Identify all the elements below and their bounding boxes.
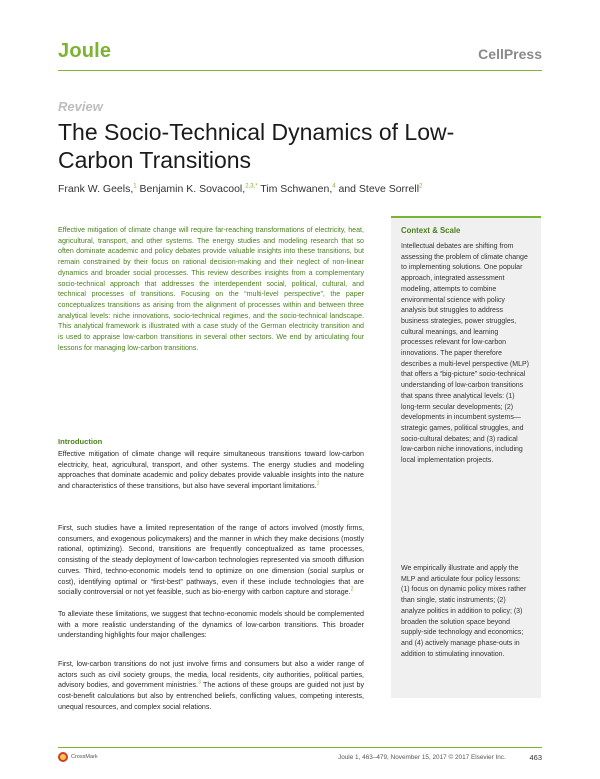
reference-link[interactable]: 1 bbox=[316, 480, 320, 487]
author-affiliation[interactable]: 4 bbox=[332, 183, 336, 190]
header-divider bbox=[58, 70, 542, 71]
context-scale-title: Context & Scale bbox=[401, 226, 461, 235]
paragraph-text: First, low-carbon transitions do not just involve firms and consumers but also a wider range of actors such as civil society groups, the media, local residents, city authorities, political parties, advisory bodies, and government ministries. bbox=[58, 660, 364, 690]
publisher-logo[interactable]: CellPress bbox=[478, 46, 542, 62]
citation-line: Joule 1, 463–479, November 15, 2017 © 2017 Elsevier Inc. bbox=[338, 754, 506, 761]
author-name[interactable]: Benjamin K. Sovacool, bbox=[136, 183, 246, 195]
reference-link[interactable]: 2 bbox=[350, 586, 354, 593]
introduction-paragraph bbox=[58, 449, 364, 492]
introduction-paragraph bbox=[58, 609, 364, 641]
author-affiliation[interactable]: 2,3,* bbox=[245, 183, 258, 190]
page-number: 463 bbox=[529, 753, 542, 762]
author-affiliation[interactable]: 1 bbox=[133, 183, 137, 190]
author-affiliation[interactable]: 2 bbox=[419, 183, 423, 190]
article-type: Review bbox=[58, 99, 103, 114]
paragraph-text: First, such studies have a limited representation of the range of actors involved (mostly firms, consumers, and exogenous policymakers) and the manner in which they make decisions (mostly rational, optimizing). Second, transitions are frequently conceptualized as tame processes, consisting of the steady deployment of low-carbon technologies represented via smooth diffusion curves. Third, techno-economic models tend to optimize on one dimension (social surplus or cost), identifying optimal or “first-best” pathways, even if these include technologies that are socially controversial or not yet feasible, such as bio-energy with carbon capture and storage. bbox=[58, 524, 364, 597]
article-title: The Socio-Technical Dynamics of Low-Carbon Transitions bbox=[58, 119, 455, 173]
crossmark-badge[interactable] bbox=[58, 752, 98, 762]
paragraph-text: To alleviate these limitations, we suggest that techno-economic models should be complemented with a more realistic understanding of the dynamics of low-carbon transitions. This broader understanding highlights four major challenges: bbox=[58, 610, 364, 640]
context-scale-sidebar bbox=[391, 216, 541, 698]
introduction-paragraph bbox=[58, 523, 364, 598]
paragraph-text: Effective mitigation of climate change will require simultaneous transitions toward low-carbon electricity, heat, agricultural, transport, and other systems. The energy studies and modeling approaches that dominate academic and policy debates provide valuable insights into the nature and characteristics of these transitions, but also have several important limitations. bbox=[58, 450, 364, 491]
author-list bbox=[58, 183, 538, 195]
abstract: Effective mitigation of climate change will require far-reaching transformations of electricity, heat, agricultural, transport, and other systems. The energy studies and modeling research that so often dominate academic and policy debates provide valuable insights into these transitions, but remain constrained by their focus on rational decision-making and their neglect of non-linear dynamics and broader social processes. This review describes insights from a complementary socio-technical approach that addresses the interdependent social, political, cultural, and technical processes of transitions. Focusing on the “multi-level perspective”, the paper conceptualizes transitions as arising from the alignment of processes within and between three analytical levels: niche innovations, socio-technical regimes, and the socio-technical landscape. This analytical framework is illustrated with a case study of the German electricity transition and is used to appraise low-carbon transitions in several other sectors. We end by articulating four lessons for managing low-carbon transitions. bbox=[58, 226, 364, 352]
author-name[interactable]: Tim Schwanen, bbox=[257, 183, 333, 195]
author-name[interactable]: Frank W. Geels, bbox=[58, 183, 134, 195]
introduction-heading: Introduction bbox=[58, 437, 103, 446]
author-name[interactable]: and Steve Sorrell bbox=[335, 183, 420, 195]
context-scale-paragraph: We empirically illustrate and apply the MLP and articulate four policy lessons: (1) focus on dynamic policy mixes rather than single, static instruments; (2) analyze politics in addition to policy; (3) broaden the solution space beyond supply-side technology and economics; and (4) actively manage phase-outs in addition to stimulating innovation. bbox=[401, 565, 527, 658]
journal-logo[interactable]: Joule bbox=[58, 40, 112, 62]
crossmark-icon bbox=[58, 752, 68, 762]
introduction-paragraph bbox=[58, 659, 364, 713]
crossmark-label: CrossMark bbox=[71, 754, 98, 760]
reference-link[interactable]: 3 bbox=[198, 680, 201, 687]
footer-divider bbox=[58, 747, 542, 748]
context-scale-paragraph: Intellectual debates are shifting from assessing the problem of climate change to implementing solutions. One popular approach, integrated assessment modeling, attempts to combine environmental science with policy analysis but struggles to address business strategies, power struggles, cultural meanings, and learning processes relevant for low-carbon innovations. The paper therefore describes a multi-level perspective (MLP) that offers a “big-picture” socio-technical understanding of low-carbon transitions that spans three analytical levels: (1) long-term secular developments; (2) developments in incumbent systems—strategic games, political struggles, and socio-cultural debates; and (3) radical low-carbon niche innovations, including local implementation projects. bbox=[401, 243, 529, 465]
paragraph-text: The actions of these groups are guided not just by cost-benefit calculations but also by entrenched beliefs, conflicting values, competing interests, unequal resources, and complex social relations. bbox=[58, 681, 365, 711]
